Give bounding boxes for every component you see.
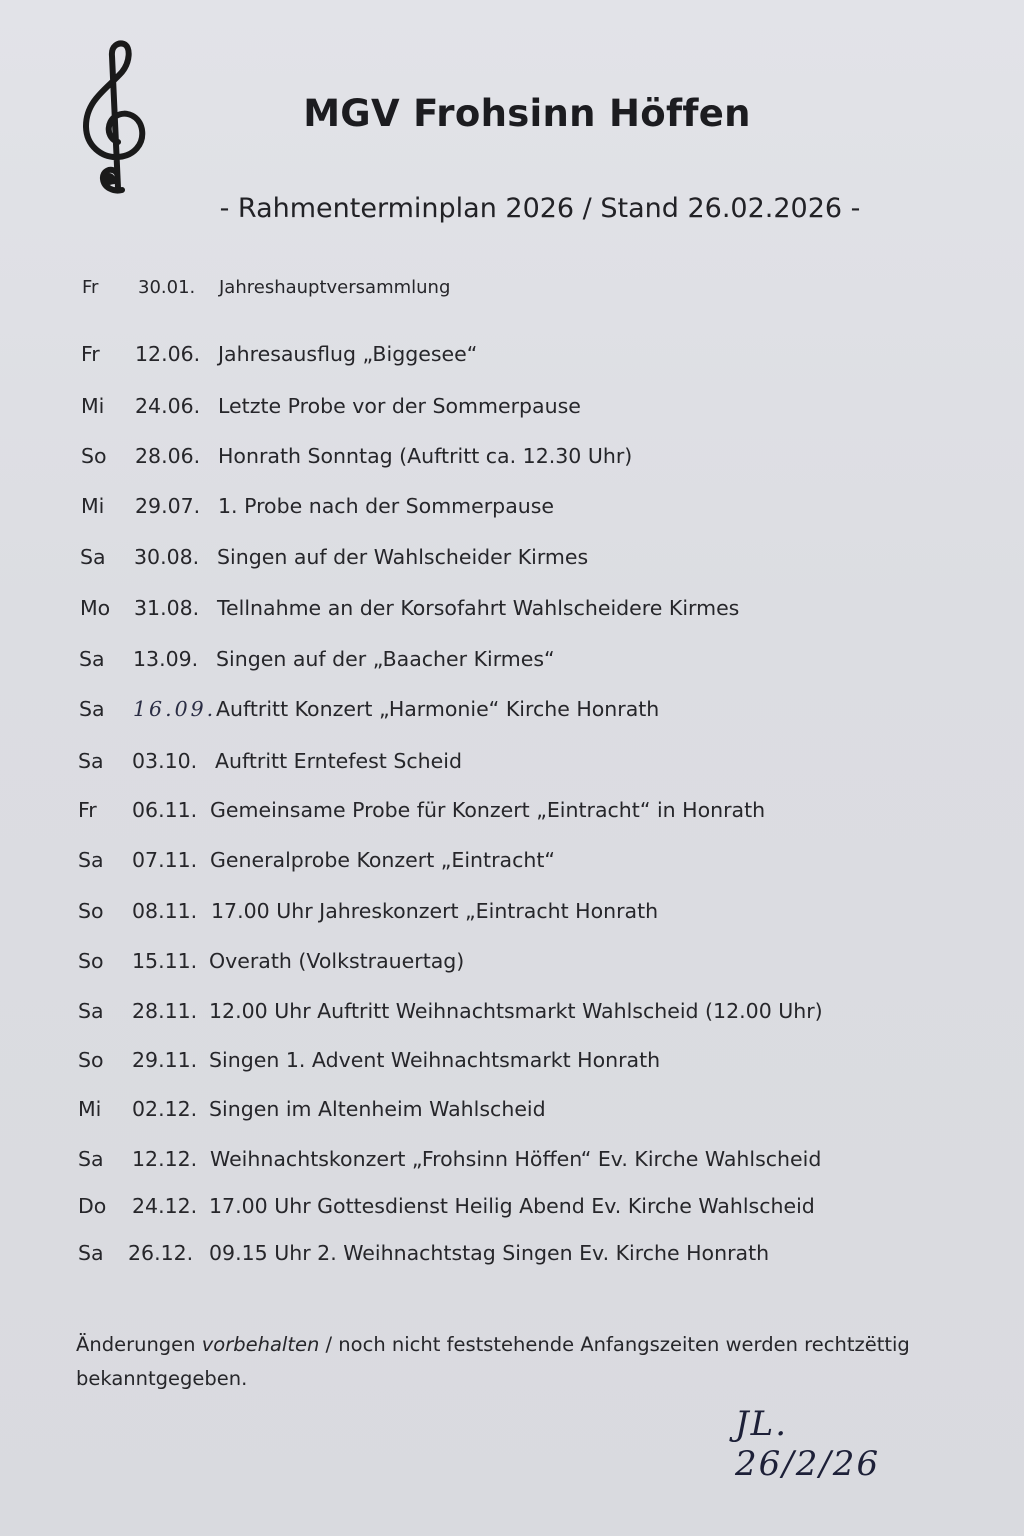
event-day: Sa bbox=[79, 697, 105, 721]
event-date: 15.11. bbox=[132, 949, 198, 973]
event-day: So bbox=[81, 444, 107, 468]
event-date: 03.10. bbox=[132, 749, 198, 773]
page-title: MGV Frohsinn Höffen bbox=[303, 92, 751, 135]
event-day: So bbox=[78, 899, 104, 923]
event-day: Mi bbox=[78, 1097, 102, 1121]
event-day: Sa bbox=[78, 999, 104, 1023]
page-subtitle: - Rahmenterminplan 2026 / Stand 26.02.2026 - bbox=[219, 193, 861, 224]
event-day: Fr bbox=[78, 798, 97, 822]
event-description: 1. Probe nach der Sommerpause bbox=[218, 494, 555, 518]
event-date: 07.11. bbox=[132, 848, 198, 872]
event-date: 26.12. bbox=[128, 1241, 194, 1265]
event-day: Fr bbox=[82, 277, 99, 298]
event-description: Singen im Altenheim Wahlscheid bbox=[209, 1097, 546, 1121]
event-date: 24.06. bbox=[135, 394, 201, 418]
event-description: Jahreshauptversammlung bbox=[219, 277, 451, 298]
event-date: 30.08. bbox=[134, 545, 200, 569]
event-date: 28.11. bbox=[132, 999, 198, 1023]
event-day: Sa bbox=[79, 647, 105, 671]
event-day: Sa bbox=[78, 848, 104, 872]
event-description: Tellnahme an der Korsofahrt Wahlscheidere Kirmes bbox=[217, 596, 740, 620]
event-description: 17.00 Uhr Gottesdienst Heilig Abend Ev. Kirche Wahlscheid bbox=[209, 1194, 815, 1218]
footer-note bbox=[76, 1328, 946, 1396]
event-day: Sa bbox=[80, 545, 106, 569]
event-date: 06.11. bbox=[132, 798, 198, 822]
event-date-handwritten: 16.09. bbox=[133, 697, 217, 721]
note-prefix: Änderungen bbox=[76, 1333, 202, 1356]
note-rest: / noch nicht feststehende Anfangszeiten werden rechtzëttig bekanntgegeben. bbox=[76, 1333, 910, 1390]
event-description: Gemeinsame Probe für Konzert „Eintracht“ in Honrath bbox=[210, 798, 766, 822]
event-day: Do bbox=[78, 1194, 107, 1218]
event-day: So bbox=[78, 949, 104, 973]
event-description: 12.00 Uhr Auftritt Weihnachtsmarkt Wahlscheid (12.00 Uhr) bbox=[209, 999, 823, 1023]
event-date: 13.09. bbox=[133, 647, 199, 671]
event-day: Sa bbox=[78, 1147, 104, 1171]
event-day: Sa bbox=[78, 749, 104, 773]
event-description: Letzte Probe vor der Sommerpause bbox=[218, 394, 581, 418]
event-day: So bbox=[78, 1048, 104, 1072]
note-emphasis: vorbehalten bbox=[201, 1333, 320, 1356]
event-date: 29.11. bbox=[132, 1048, 198, 1072]
handwritten-signature: JL. 26/2/26 bbox=[735, 1404, 881, 1484]
event-description: Generalprobe Konzert „Eintracht“ bbox=[210, 848, 555, 872]
event-day: Mo bbox=[80, 596, 111, 620]
event-description: Singen auf der Wahlscheider Kirmes bbox=[217, 545, 589, 569]
event-description: Jahresausflug „Biggesee“ bbox=[218, 342, 478, 366]
event-description: Auftritt Erntefest Scheid bbox=[215, 749, 462, 773]
event-date: 08.11. bbox=[132, 899, 198, 923]
event-date: 29.07. bbox=[135, 494, 201, 518]
event-description: 17.00 Uhr Jahreskonzert „Eintracht Honrath bbox=[211, 899, 659, 923]
event-description: 09.15 Uhr 2. Weihnachtstag Singen Ev. Kirche Honrath bbox=[209, 1241, 770, 1265]
event-day: Fr bbox=[81, 342, 100, 366]
event-date: 30.01. bbox=[138, 277, 196, 298]
event-date: 12.06. bbox=[135, 342, 201, 366]
event-description: Singen 1. Advent Weihnachtsmarkt Honrath bbox=[209, 1048, 661, 1072]
event-description: Weihnachtskonzert „Frohsinn Höffen“ Ev. Kirche Wahlscheid bbox=[210, 1147, 822, 1171]
event-date: 02.12. bbox=[132, 1097, 198, 1121]
event-description: Singen auf der „Baacher Kirmes“ bbox=[216, 647, 555, 671]
event-description: Auftritt Konzert „Harmonie“ Kirche Honrath bbox=[216, 697, 660, 721]
event-description: Overath (Volkstrauertag) bbox=[209, 949, 465, 973]
event-description: Honrath Sonntag (Auftritt ca. 12.30 Uhr) bbox=[218, 444, 633, 468]
event-day: Mi bbox=[81, 494, 105, 518]
event-date: 12.12. bbox=[132, 1147, 198, 1171]
event-date: 24.12. bbox=[132, 1194, 198, 1218]
event-date: 28.06. bbox=[135, 444, 201, 468]
event-date: 31.08. bbox=[134, 596, 200, 620]
event-day: Mi bbox=[81, 394, 105, 418]
event-day: Sa bbox=[78, 1241, 104, 1265]
